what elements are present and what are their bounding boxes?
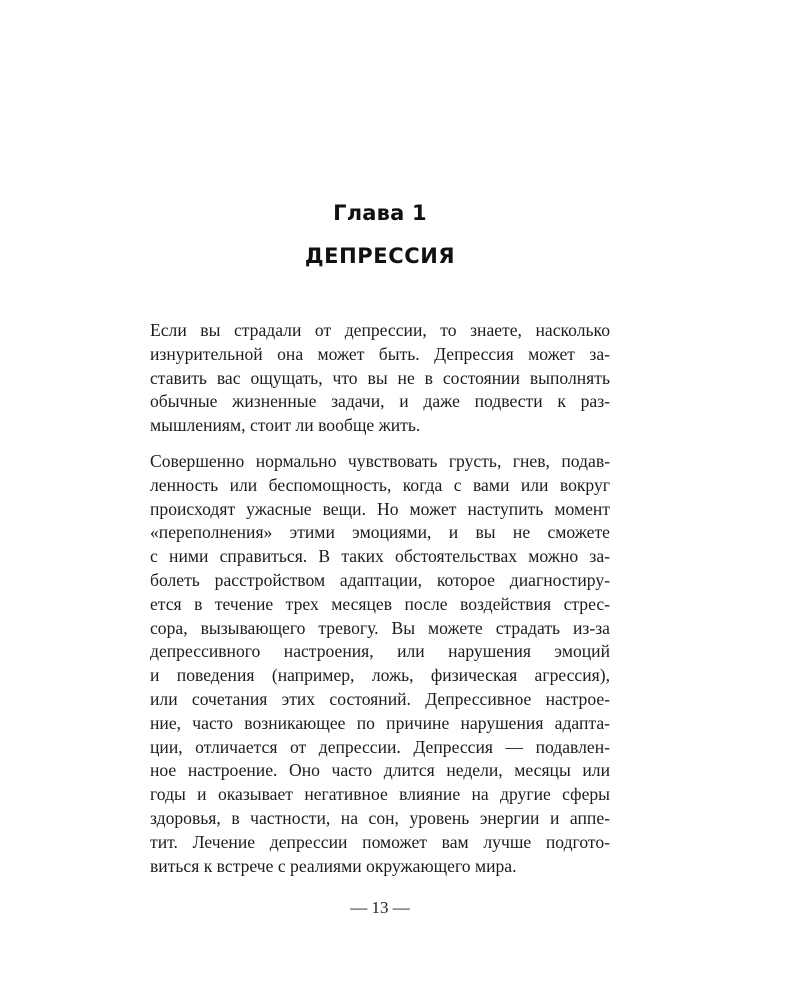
body-text [150,319,610,878]
text-line: ции, отличается от депрессии. Депрессия — подавлен- [150,736,610,757]
text-line: обычные жизненные задачи, и даже подвести к раз- [150,391,610,412]
text-line: мышлениям, стоит ли вообще жить. [150,415,421,436]
chapter-label: Глава 1 [333,201,427,225]
chapter-title: ДЕПРЕССИЯ [304,244,456,268]
text-line: ное настроение. Оно часто длится недели, месяцы или [150,760,610,781]
text-line: депрессивного настроения, или нарушения эмоций [150,641,610,662]
paragraph-1 [150,319,610,438]
text-line: годы и оказывает негативное влияние на другие сферы [150,784,610,805]
text-line: происходят ужасные вещи. Но может наступить момент [150,498,610,519]
text-line: с ними справиться. В таких обстоятельствах можно за- [150,546,610,567]
text-line: болеть расстройством адаптации, которое диагностиру- [150,569,610,590]
text-line: «переполнения» этими эмоциями, и вы не сможете [150,522,610,543]
text-line: Если вы страдали от депрессии, то знаете, насколько [150,320,610,340]
text-line: ленность или беспомощность, когда с вами или вокруг [150,474,610,495]
text-line: ется в течение трех месяцев после воздействия стрес- [150,593,610,614]
text-line: сора, вызывающего тревогу. Вы можете страдать из-за [150,617,610,638]
text-line: или сочетания этих состояний. Депрессивное настрое- [150,688,610,709]
text-line: тит. Лечение депрессии поможет вам лучше подгото- [150,831,610,852]
text-line: ние, часто возникающее по причине нарушения адапта- [150,712,610,733]
page-number: — 13 — [350,898,410,917]
text-line: и поведения (например, ложь, физическая агрессия), [150,665,610,686]
text-line: здоровья, в частности, на сон, уровень энергии и аппе- [150,807,610,828]
text-line: Совершенно нормально чувствовать грусть, гнев, подав- [150,450,610,471]
text-line: изнурительной она может быть. Депрессия может за- [150,343,610,364]
text-line: виться к встрече с реалиями окружающего мира. [150,855,517,876]
paragraph-2 [150,450,610,878]
text-line: ставить вас ощущать, что вы не в состоянии выполнять [150,367,610,388]
